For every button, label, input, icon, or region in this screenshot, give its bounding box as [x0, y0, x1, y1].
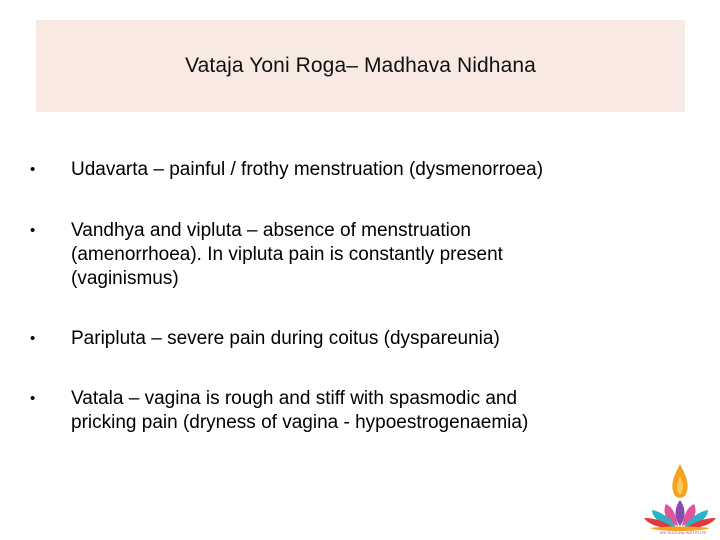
bullet-text: [71, 219, 660, 291]
bullet-text: [71, 387, 660, 435]
bullet-line: Udavarta – painful / frothy menstruation (dysmenorroea): [71, 159, 544, 180]
slide-title: Vataja Yoni Roga– Madhava Nidhana: [185, 54, 536, 77]
bullet-text: [71, 327, 660, 351]
title-banner: [36, 20, 685, 112]
bullet-text: [71, 158, 660, 182]
bullet-item: [30, 158, 660, 182]
bullet-item: [30, 219, 660, 291]
bullet-line: pricking pain (dryness of vagina - hypoestrogenaemia): [71, 412, 529, 433]
bullet-item: [30, 387, 660, 435]
lotus-petals: [644, 500, 716, 531]
lamp-lotus-logo-icon: [640, 462, 720, 540]
bullet-line: Paripluta – severe pain during coitus (dyspareunia): [71, 328, 500, 349]
bullet-dot: •: [30, 330, 36, 347]
bullet-line: (amenorrhoea). In vipluta pain is constantly present: [71, 244, 503, 265]
bullet-line: Vatala – vagina is rough and stiff with spasmodic and: [71, 388, 518, 409]
bullet-dot: •: [30, 390, 36, 407]
bullet-dot: •: [30, 222, 36, 239]
bullet-line: Vandhya and vipluta – absence of menstruation: [71, 220, 471, 241]
bullet-item: [30, 327, 660, 351]
logo-caption: SRI SUGUNA INSTITUTE: [659, 530, 707, 535]
bullet-line: (vaginismus): [71, 268, 179, 289]
bullet-dot: •: [30, 161, 36, 178]
